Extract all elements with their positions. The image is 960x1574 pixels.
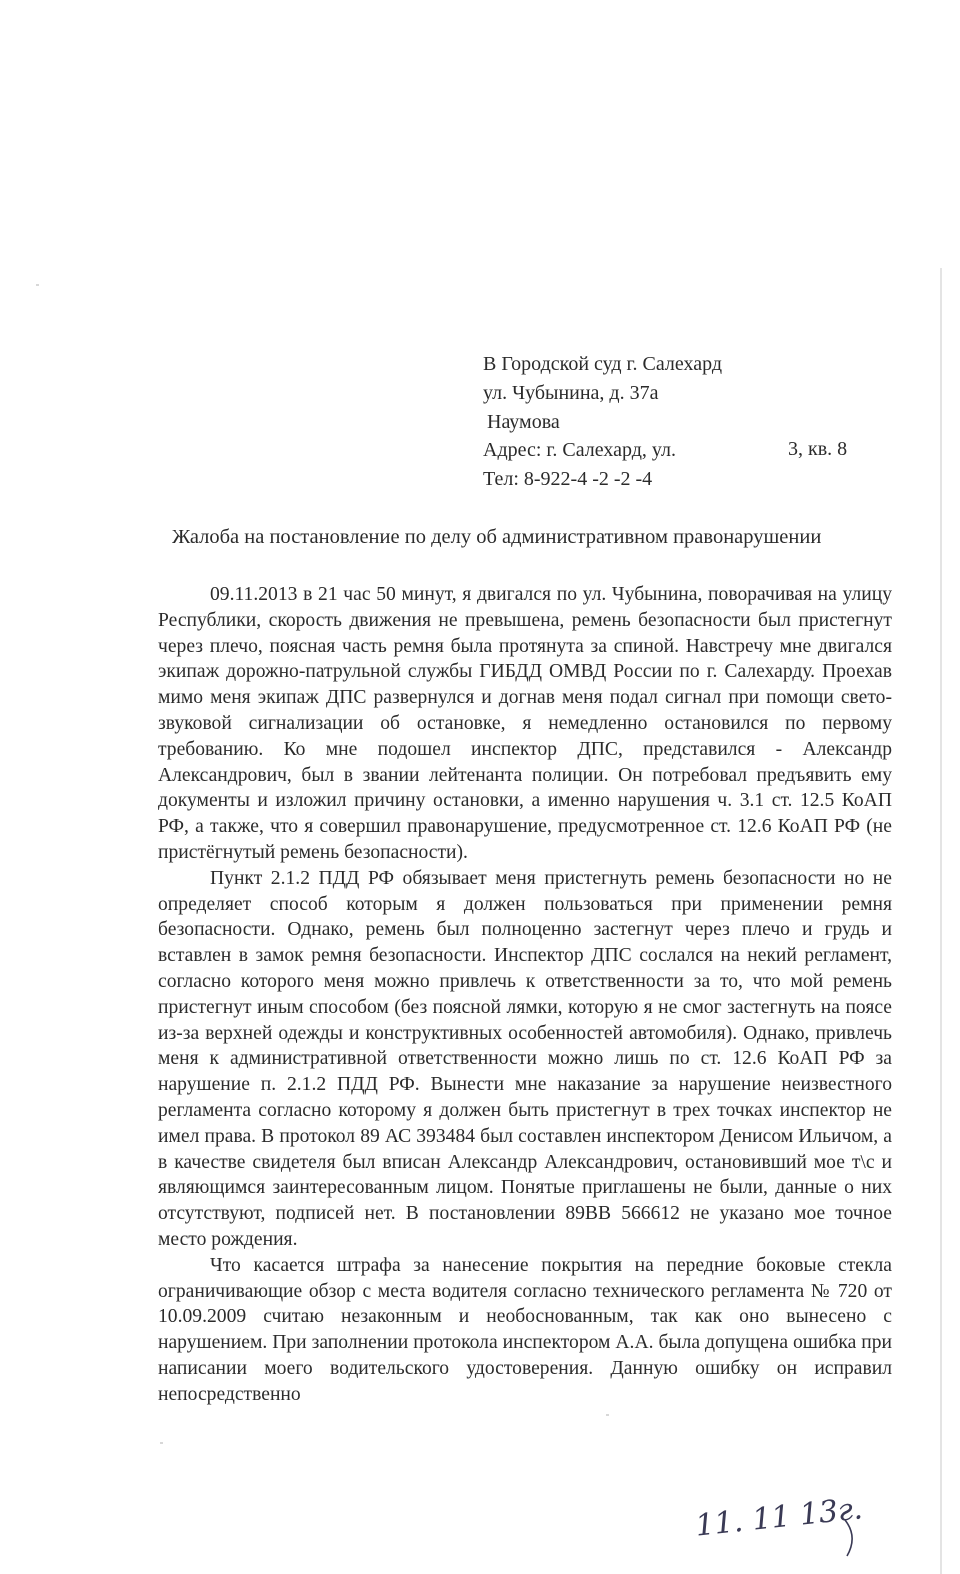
document-title: Жалоба на постановление по делу об административном правонарушении: [172, 526, 822, 548]
signature-date: 11. 11 13г.: [693, 1491, 865, 1544]
scan-edge: [940, 268, 942, 1574]
applicant-name: Наумова: [487, 411, 560, 433]
applicant-phone: Тел: 8-922-4 -2 -2 -4: [483, 468, 653, 490]
scan-speck: [606, 1414, 609, 1416]
document-body: [158, 582, 892, 1408]
paragraph: 09.11.2013 в 21 час 50 минут, я двигался по ул. Чубынина, поворачивая на улицу Республики, скорость движения не превышена, ремень безопасности был пристегнут через плечо, поясная часть ремня была протянута за спиной. Навстречу мне двигался экипаж дорожно-патрульной службы ГИБДД ОМВД России по г. Салехарду. Проехав мимо меня экипаж ДПС развернулся и догнав меня подал сигнал при помощи свето-звуковой сигнализации об остановке, я немедленно остановился по первому требованию. Ко мне подошел инспектор ДПС, представился - Александр Александрович, был в звании лейтенанта полиции. Он потребовал предъявить ему документы и изложил причину остановки, а именно нарушения ч. 3.1 ст. 12.5 КоАП РФ, а также, что я совершил правонарушение, предусмотренное ст. 12.6 КоАП РФ (не пристёгнутый ремень безопасности).: [158, 584, 892, 863]
applicant-address-house: 3, кв. 8: [788, 438, 848, 460]
handwritten-signature: [693, 1491, 875, 1560]
paragraph: Что касается штрафа за нанесение покрытия на передние боковые стекла ограничивающие обзор с места водителя согласно технического регламента № 720 от 10.09.2009 считаю незаконным и необоснованным, так как оно вынесено с нарушением. При заполнении протокола инспектором А.А. была допущена ошибка при написании моего водительского удостоверения. Данную ошибку он исправил непосредственно: [158, 1254, 892, 1405]
addressee-court-address: ул. Чубынина, д. 37а: [483, 382, 659, 404]
applicant-address: Адрес: г. Салехард, ул.: [483, 439, 676, 461]
paragraph: Пункт 2.1.2 ПДД РФ обязывает меня пристегнуть ремень безопасности но не определяет способ которым я должен пользоваться при применении ремня безопасности. Однако, ремень был полноценно застегнут через плечо и грудь и вставлен в замок ремня безопасности. Инспектор ДПС сослался на некий регламент, согласно которого меня можно привлечь к ответственности за то, что мой ремень пристегнут иным способом (без поясной лямки, которую я не смог застегнуть на поясе из-за верхней одежды и конструктивных особенностей автомобиля). Однако, привлечь меня к административной ответственности можно лишь по ст. 12.6 КоАП РФ за нарушение п. 2.1.2 ПДД РФ. Вынести мне наказание за нарушение неизвестного регламента согласно которому я должен быть пристегнут в трех точках инспектор не имел права. В протокол 89 АС 393484 был составлен инспектором Денисом Ильичом, а в качестве свидетеля был вписан Александр Александрович, остановивший мое т\с и являющимся заинтересованным лицом. Понятые приглашены не были, данные о них отсутствуют, подписей нет. В постановлении 89ВВ 566612 не указано мое точное место рождения.: [158, 867, 892, 1250]
scan-speck: [36, 284, 39, 286]
scan-speck: [160, 1442, 163, 1444]
addressee-court: В Городской суд г. Салехард: [483, 353, 723, 375]
signature-stroke-icon: [695, 1500, 875, 1560]
